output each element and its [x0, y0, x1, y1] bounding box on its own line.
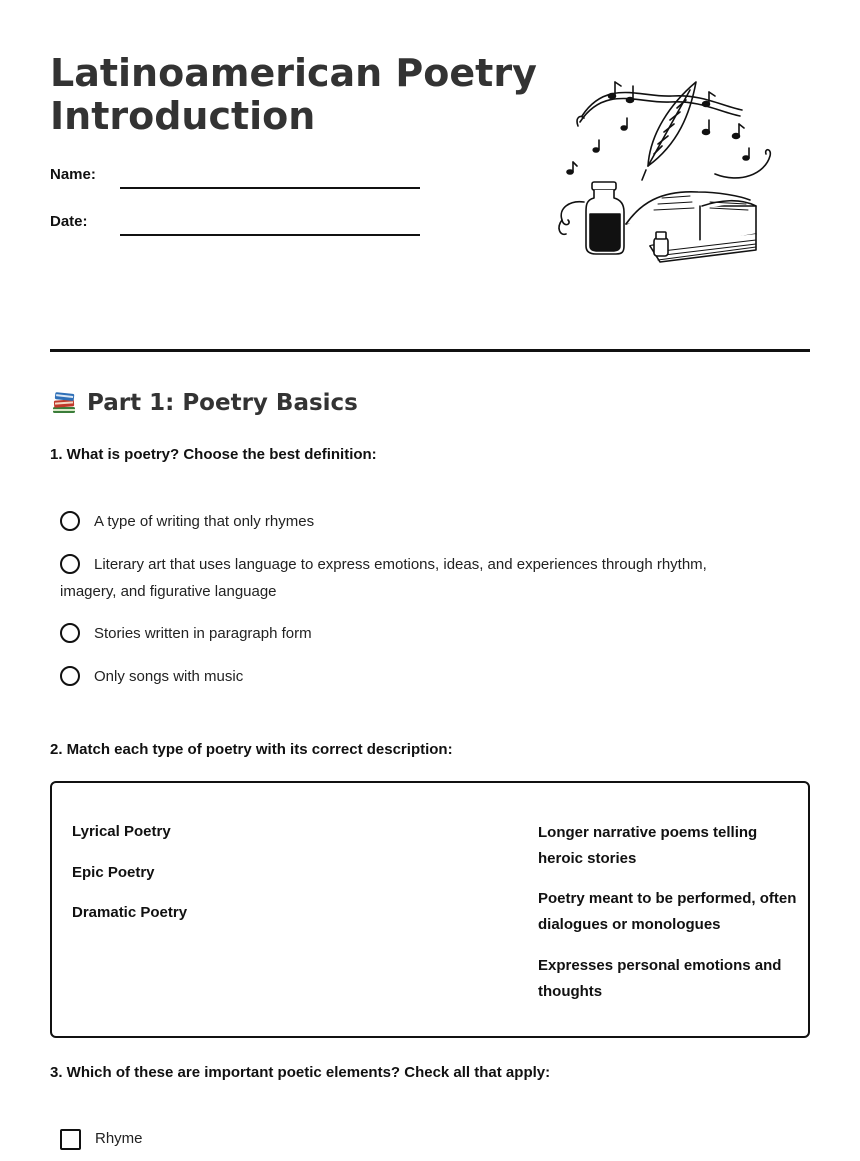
- q3-option-rhyme-label: Rhyme: [95, 1130, 143, 1147]
- term-lyrical[interactable]: Lyrical Poetry: [72, 823, 171, 840]
- books-icon: [50, 389, 78, 417]
- term-epic[interactable]: Epic Poetry: [72, 864, 155, 881]
- name-field[interactable]: [120, 187, 420, 189]
- radio-button[interactable]: [60, 554, 80, 574]
- q1-option-4[interactable]: [60, 663, 760, 690]
- q1-option-4-label: Only songs with music: [94, 668, 244, 685]
- name-label: Name:: [50, 166, 96, 183]
- part-1-heading: [50, 389, 358, 417]
- q3-option-rhyme[interactable]: [60, 1125, 760, 1152]
- quill-inkwell-book-icon: [550, 74, 780, 270]
- q1-option-3[interactable]: [60, 620, 760, 647]
- title-line-2: Introduction: [50, 94, 316, 138]
- q1-option-2[interactable]: [60, 551, 760, 605]
- q1-option-1-label: A type of writing that only rhymes: [94, 513, 315, 530]
- question-1: 1. What is poetry? Choose the best definition:: [50, 446, 377, 463]
- description-3[interactable]: Expresses personal emotions and thoughts: [538, 957, 782, 1000]
- q1-option-3-label: Stories written in paragraph form: [94, 625, 312, 642]
- radio-button[interactable]: [60, 511, 80, 531]
- q1-option-1[interactable]: [60, 508, 760, 535]
- description-2[interactable]: Poetry meant to be performed, often dialogues or monologues: [538, 890, 797, 933]
- radio-button[interactable]: [60, 623, 80, 643]
- question-3: 3. Which of these are important poetic elements? Check all that apply:: [50, 1064, 551, 1081]
- matching-box: [50, 781, 810, 1038]
- date-label: Date:: [50, 213, 88, 230]
- worksheet-title: [50, 52, 537, 138]
- question-2: 2. Match each type of poetry with its correct description:: [50, 741, 453, 758]
- part-1-title: Part 1: Poetry Basics: [87, 390, 358, 416]
- term-dramatic[interactable]: Dramatic Poetry: [72, 904, 188, 921]
- section-divider: [50, 349, 810, 352]
- title-line-1: Latinoamerican Poetry: [50, 51, 537, 95]
- checkbox[interactable]: [60, 1129, 81, 1150]
- date-field[interactable]: [120, 234, 420, 236]
- q1-option-2-label: Literary art that uses language to express emotions, ideas, and experiences through rhythm, imagery, and figurative language: [60, 556, 707, 600]
- radio-button[interactable]: [60, 666, 80, 686]
- description-1[interactable]: Longer narrative poems telling heroic stories: [538, 824, 758, 867]
